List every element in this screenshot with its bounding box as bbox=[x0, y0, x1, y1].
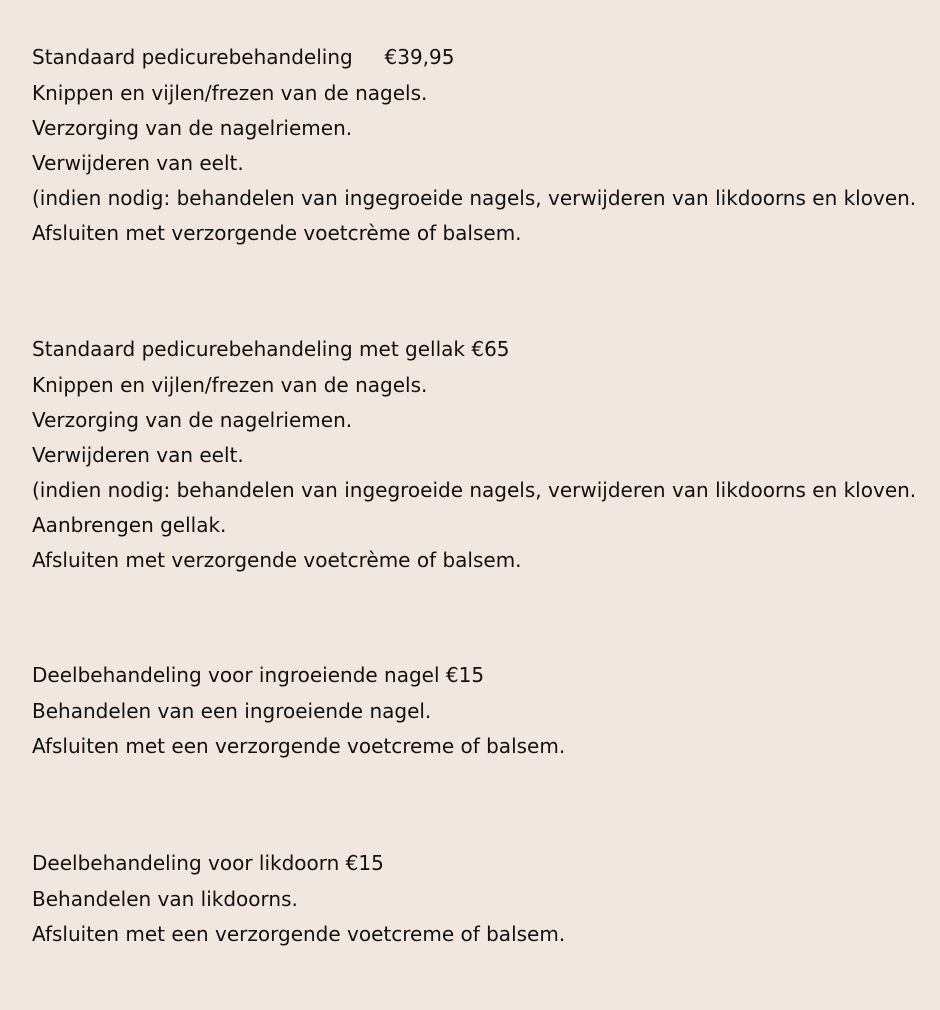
service-line: Afsluiten met een verzorgende voetcreme of balsem. bbox=[32, 922, 566, 946]
service-title: Standaard pedicurebehandeling met gellak €65 bbox=[32, 337, 510, 361]
service-title: Deelbehandeling voor likdoorn €15 bbox=[32, 851, 384, 875]
service-line: Knippen en vijlen/frezen van de nagels. bbox=[32, 81, 428, 105]
service-title: Standaard pedicurebehandeling €39,95 bbox=[32, 45, 455, 69]
service-corn bbox=[32, 850, 932, 952]
service-line: Afsluiten met verzorgende voetcrème of balsem. bbox=[32, 221, 522, 245]
service-line: Behandelen van een ingroeiende nagel. bbox=[32, 699, 432, 723]
service-line: Afsluiten met een verzorgende voetcreme of balsem. bbox=[32, 734, 566, 758]
service-line: Afsluiten met verzorgende voetcrème of balsem. bbox=[32, 548, 522, 572]
service-description bbox=[32, 694, 932, 764]
service-line: Verwijderen van eelt. bbox=[32, 151, 244, 175]
service-ingrown-nail bbox=[32, 662, 932, 764]
service-description bbox=[32, 882, 932, 952]
service-line: Behandelen van likdoorns. bbox=[32, 887, 298, 911]
service-line: Knippen en vijlen/frezen van de nagels. bbox=[32, 373, 428, 397]
service-line: (indien nodig: behandelen van ingegroeide nagels, verwijderen van likdoorns en kloven. bbox=[32, 186, 917, 210]
service-line: Verwijderen van eelt. bbox=[32, 443, 244, 467]
service-description bbox=[32, 368, 932, 578]
service-line: Verzorging van de nagelriemen. bbox=[32, 408, 353, 432]
service-standard-pedicure bbox=[32, 44, 932, 251]
service-line: Verzorging van de nagelriemen. bbox=[32, 116, 353, 140]
service-pedicure-gellak bbox=[32, 336, 932, 578]
service-description bbox=[32, 76, 932, 251]
service-line: Aanbrengen gellak. bbox=[32, 513, 227, 537]
service-line: (indien nodig: behandelen van ingegroeide nagels, verwijderen van likdoorns en kloven. bbox=[32, 478, 917, 502]
service-title: Deelbehandeling voor ingroeiende nagel €15 bbox=[32, 663, 485, 687]
